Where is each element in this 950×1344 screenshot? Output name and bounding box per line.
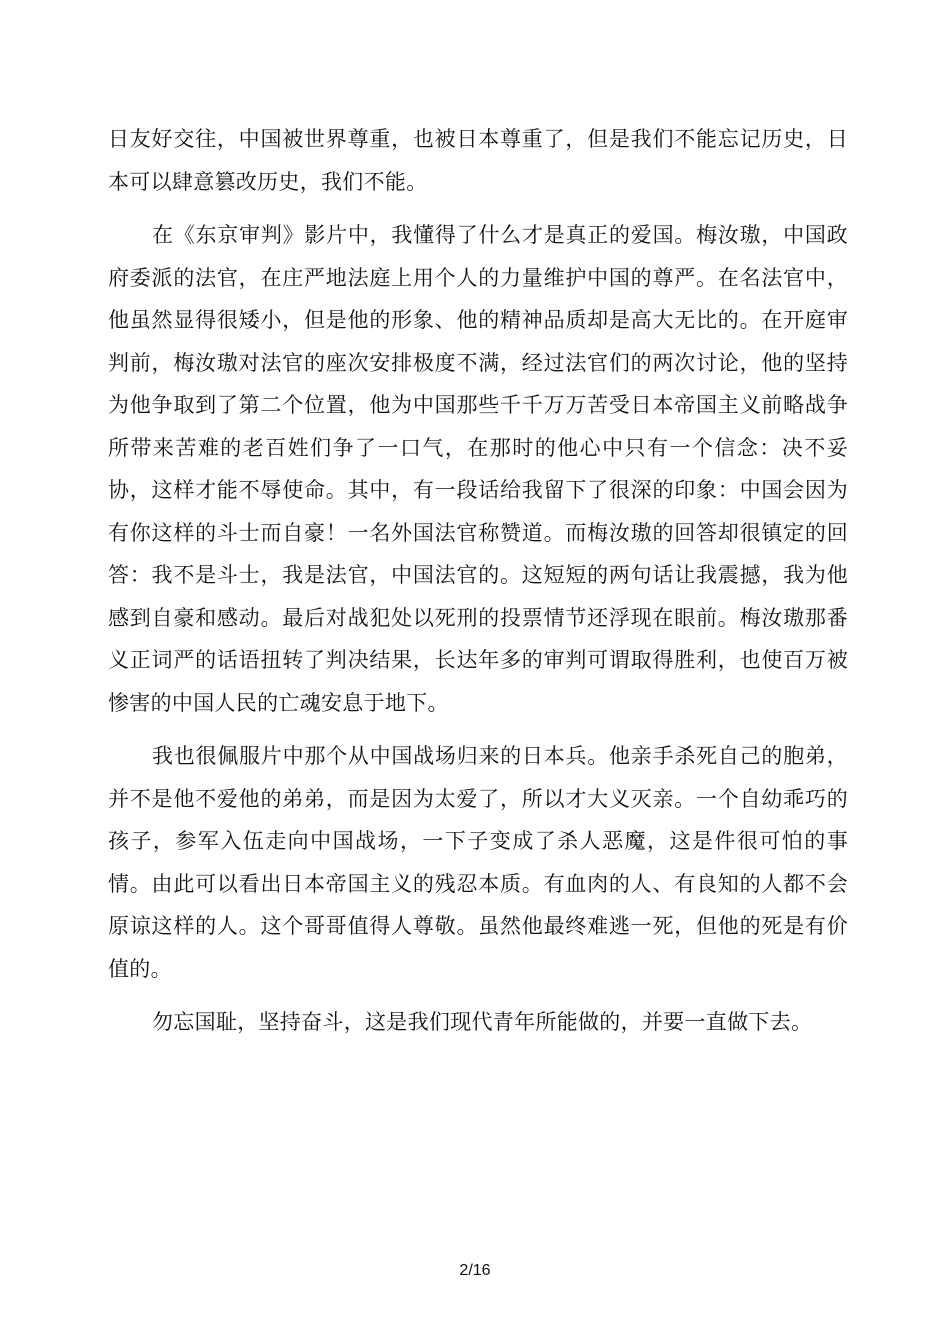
paragraph-japanese-soldier: 我也很佩服片中那个从中国战场归来的日本兵。他亲手杀死自己的胞弟，并不是他不爱他的弟弟，而是因为太爱了，所以才大义灭亲。一个自幼乖巧的孩子，参军入伍走向中国战场，一下子变成了杀人恶魔，这是件很可怕的事情。由此可以看出日本帝国主义的残忍本质。有血肉的人、有良知的人都不会原谅这样的人。这个哥哥值得人尊敬。虽然他最终难逃一死，但他的死是有价值的。 — [108, 744, 848, 981]
paragraph-tokyo-trial: 在《东京审判》影片中，我懂得了什么才是真正的爱国。梅汝璈，中国政府委派的法官，在庄严地法庭上用个人的力量维护中国的尊严。在名法官中，他虽然显得很矮小，但是他的形象、他的精神品质却是高大无比的。在开庭审判前，梅汝璈对法官的座次安排极度不满，经过法官们的两次讨论，他的坚持为他争取到了第二个位置，他为中国那些千千万万苦受日本帝国主义前略战争所带来苦难的老百姓们争了一口气，在那时的他心中只有一个信念：决不妥协，这样才能不辱使命。其中，有一段话给我留下了很深的印象：中国会因为有你这样的斗士而自豪！一名外国法官称赞道。而梅汝璈的回答却很镇定的回答：我不是斗士，我是法官，中国法官的。这短短的两句话让我震撼，我为他感到自豪和感动。最后对战犯处以死刑的投票情节还浮现在眼前。梅汝璈那番义正词严的话语扭转了判决结果，长达年多的审判可谓取得胜利，也使百万被惨害的中国人民的亡魂安息于地下。 — [108, 223, 848, 715]
page-number: 2/16 — [459, 1262, 491, 1279]
paragraph-continuation: 日友好交往，中国被世界尊重，也被日本尊重了，但是我们不能忘记历史，日本可以肆意篡改历史，我们不能。 — [108, 127, 848, 194]
document-body — [108, 118, 848, 1044]
paragraph-conclusion: 勿忘国耻，坚持奋斗，这是我们现代青年所能做的，并要一直做下去。 — [152, 1010, 813, 1034]
